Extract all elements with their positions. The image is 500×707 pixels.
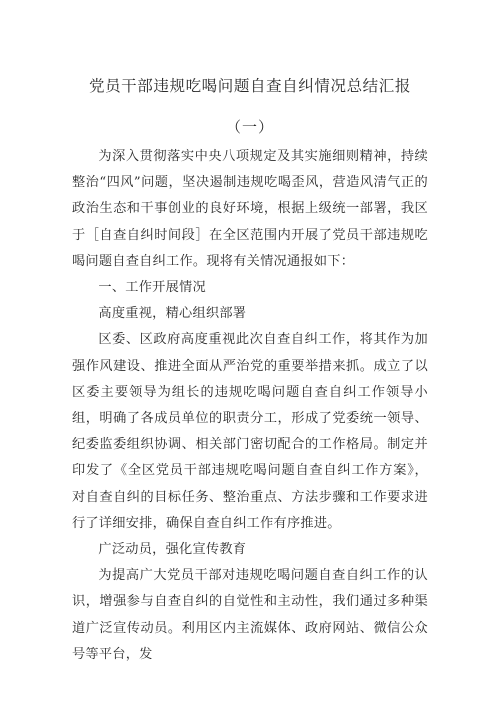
subsection-heading: 高度重视，精心组织部署 [98,306,247,322]
body-paragraph: 为提高广大党员干部对违规吃喝问题自查自纠工作的认识，增强参与自查自纠的自觉性和主动性，我们通过多种渠道广泛宣传动员。利用区内主流媒体、政府网站、微信公众号等平台，发 [72,568,428,662]
subsection-heading: 广泛动员，强化宣传教育 [98,542,247,558]
document-body [72,144,428,668]
section-number: （一） [225,118,274,136]
document-title: 党员干部违规吃喝问题自查自纠情况总结汇报 [88,77,411,95]
intro-paragraph: 为深入贯彻落实中央八项规定及其实施细则精神，持续整治“四风”问题，坚决遏制违规吃喝歪风，营造风清气正的政治生态和干事创业的良好环境，根据上级统一部署，我区于［自查自纠时间段］在全区范围内开展了党员干部违规吃喝问题自查自纠工作。现将有关情况通报如下： [72,149,428,269]
body-paragraph: 区委、区政府高度重视此次自查自纠工作，将其作为加强作风建设、推进全面从严治党的重要举措来抓。成立了以区委主要领导为组长的违规吃喝问题自查自纠工作领导小组，明确了各成员单位的职责分工，形成了党委统一领导、纪委监委组织协调、相关部门密切配合的工作格局。制定并印发了《全区党员干部违规吃喝问题自查自纠工作方案》，对自查自纠的目标任务、整治重点、方法步骤和工作要求进行了详细安排，确保自查自纠工作有序推进。 [72,332,428,531]
section-heading: 一、工作开展情况 [98,280,206,296]
